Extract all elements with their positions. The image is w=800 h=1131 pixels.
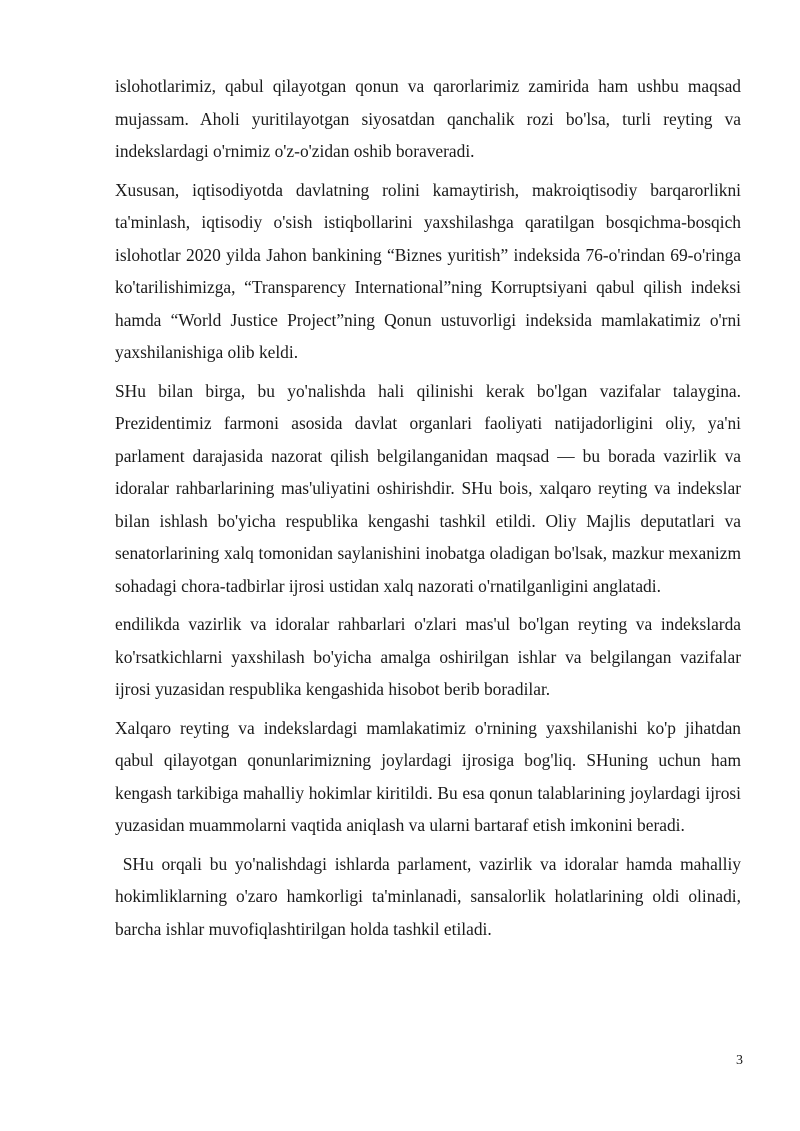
document-page: [115, 70, 746, 951]
paragraph-continuation: islohotlarimiz, qabul qilayotgan qonun va qarorlarimiz zamirida ham ushbu maqsad mujassam. Aholi yuritilayotgan siyosatdan qanchalik rozi bo'lsa, turli reyting va indekslardagi o'rnimiz o'z-o'zidan oshib boraveradi.: [115, 76, 741, 161]
paragraph-reporting: endilikda vazirlik va idoralar rahbarlari o'zlari mas'ul bo'lgan reyting va indekslarda ko'rsatkichlarni yaxshilash bo'yicha amalga oshirilgan ishlar va belgilangan vazifalar ijrosi yuzasidan respublika kengashida hisobot berib boradilar.: [115, 614, 741, 699]
page-number: 3: [736, 1053, 743, 1068]
paragraph-cooperation: SHu orqali bu yo'nalishdagi ishlarda parlament, vazirlik va idoralar hamda mahalliy hokimliklarning o'zaro hamkorligi ta'minlanadi, sansalorlik holatlarining oldi olinadi, barcha ishlar muvofiqlashtirilgan holda tashkil etiladi.: [115, 853, 746, 939]
paragraph-reforms: Xususan, iqtisodiyotda davlatning rolini kamaytirish, makroiqtisodiy barqarorlikni ta'minlash, iqtisodiy o'sish istiqbollarini yaxshilashga qaratilgan bosqichma-bosqich islohotlar 2020 yilda Jahon bankining “Biznes yuritish” indeksida 76-o'rindan 69-o'ringa ko'tarilishimizga, “Transparency International”ning Korruptsiyani qabul qilish indeksi hamda “World Justice Project”ning Qonun ustuvorligi indeksida mamlakatimiz o'rni yaxshilanishiga olib keldi.: [115, 179, 741, 362]
paragraph-local-governance: Xalqaro reyting va indekslardagi mamlakatimiz o'rnining yaxshilanishi ko'p jihatdan qabul qilayotgan qonunlarimizning joylardagi ijrosiga bog'liq. SHuning uchun ham kengash tarkibiga mahalliy hokimlar kiritildi. Bu esa qonun talablarining joylardagi ijrosi yuzasidan muammolarni vaqtida aniqlash va ularni bartaraf etish imkonini beradi.: [115, 717, 741, 835]
paragraph-tasks: SHu bilan birga, bu yo'nalishda hali qilinishi kerak bo'lgan vazifalar talaygina. Prezidentimiz farmoni asosida davlat organlari faoliyati natijadorligini oliy, ya'ni parlament darajasida nazorat qilish belgilanganidan maqsad — bu borada vazirlik va idoralar rahbarlarining mas'uliyatini oshirishdir. SHu bois, xalqaro reyting va indekslar bilan ishlash bo'yicha respublika kengashi tashkil etildi. Oliy Majlis deputatlari va senatorlarining xalq tomonidan saylanishini inobatga oladigan bo'lsak, mazkur mexanizm sohadagi chora-tadbirlar ijrosi ustidan xalq nazorati o'rnatilganligini anglatadi.: [115, 380, 741, 596]
